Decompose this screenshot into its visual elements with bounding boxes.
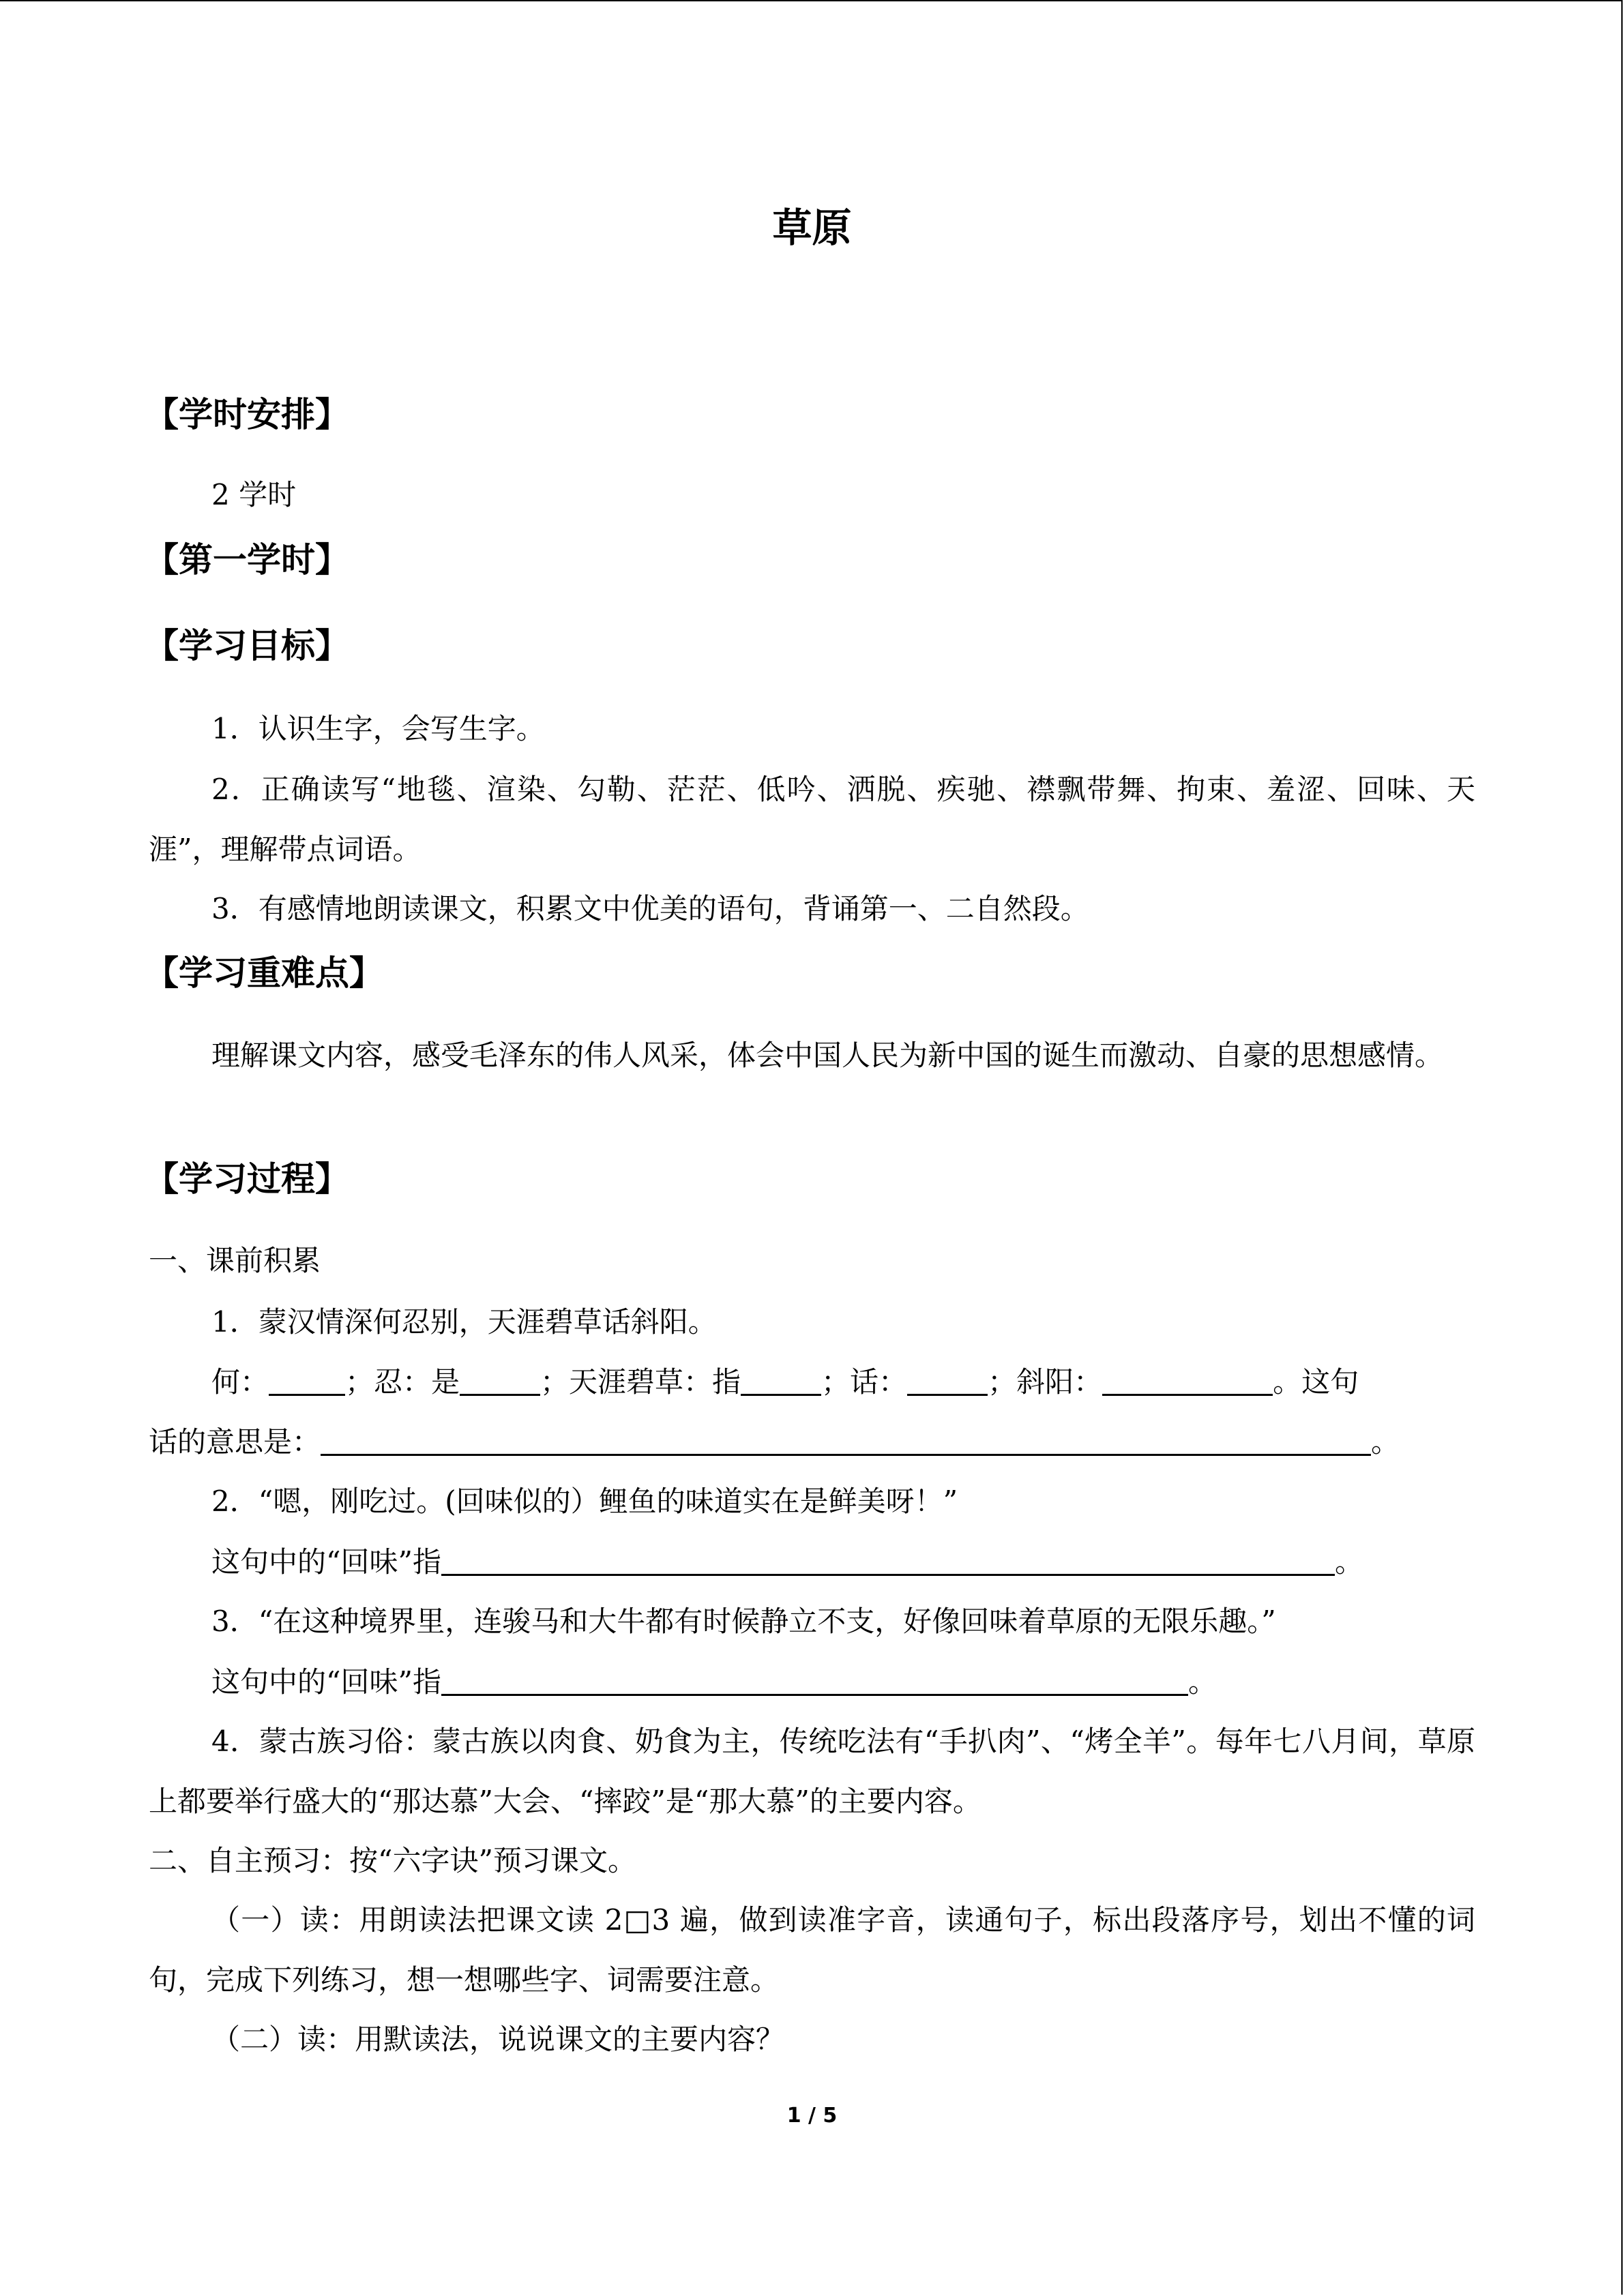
blank-meaning[interactable] xyxy=(321,1429,1371,1456)
q1-end2: 。 xyxy=(1371,1425,1400,1459)
blank-he[interactable] xyxy=(269,1369,345,1396)
key-points-text: 理解课文内容，感受毛泽东的伟人风采，体会中国人民为新中国的诞生而激动、自豪的思想感情。 xyxy=(211,1039,1444,1072)
q1-blanks-row xyxy=(211,1365,1359,1399)
q2-answer-row xyxy=(211,1545,1363,1579)
q1-ren-label: ；忍：是 xyxy=(345,1365,460,1399)
goal-item-2: 2．正确读写“地毯、渲染、勾勒、茫茫、低吟、洒脱、疾驰、襟飘带舞、拘束、羞涩、回味、天涯”，理解带点词语。 xyxy=(149,773,1475,866)
q1-meaning-label: 话的意思是： xyxy=(149,1425,321,1459)
blank-tianya[interactable] xyxy=(741,1369,821,1396)
part1-title: 一、课前积累 xyxy=(149,1244,321,1277)
goal-item-3: 3．有感情地朗读课文，积累文中优美的语句，背诵第一、二自然段。 xyxy=(211,892,1089,925)
blank-ren[interactable] xyxy=(460,1369,540,1396)
blank-q3[interactable] xyxy=(441,1669,1188,1696)
q3-prompt: 这句中的“回味”指 xyxy=(211,1665,441,1699)
q1-meaning-row xyxy=(149,1425,1400,1459)
key-points-heading: 【学习重难点】 xyxy=(145,953,383,993)
q1-end1: 。这句 xyxy=(1273,1365,1359,1399)
first-lesson-heading: 【第一学时】 xyxy=(145,540,349,580)
q2-end: 。 xyxy=(1334,1545,1363,1579)
q1-he-label: 何： xyxy=(211,1365,269,1399)
q3-answer-row xyxy=(211,1665,1217,1699)
q4-text: 4．蒙古族习俗：蒙古族以肉食、奶食为主，传统吃法有“手扒肉”、“烤全羊”。每年七八月间，草原上都要举行盛大的“那达慕”大会、“摔跤”是“那大慕”的主要内容。 xyxy=(149,1725,1475,1818)
q1-tianya-label: ；天涯碧草：指 xyxy=(540,1365,741,1399)
q2-line: 2．“嗯，刚吃过。(回味似的）鲤鱼的味道实在是鲜美呀！” xyxy=(211,1485,958,1518)
q2-prompt: 这句中的“回味”指 xyxy=(211,1545,441,1579)
schedule-heading: 【学时安排】 xyxy=(145,395,349,434)
page-number: 1 / 5 xyxy=(786,2104,838,2128)
blank-hua[interactable] xyxy=(907,1369,988,1396)
q3-end: 。 xyxy=(1187,1665,1217,1699)
blank-xieyang[interactable] xyxy=(1102,1369,1273,1396)
blank-q2[interactable] xyxy=(441,1549,1335,1576)
q1-hua-label: ；话： xyxy=(821,1365,908,1399)
process-heading: 【学习过程】 xyxy=(145,1159,349,1199)
document-title: 草原 xyxy=(772,205,852,251)
q1-xieyang-label: ；斜阳： xyxy=(988,1365,1103,1399)
part2-step2: （二）读：用默读法，说说课文的主要内容？ xyxy=(211,2023,785,2056)
q1-line: 1．蒙汉情深何忍别，天涯碧草话斜阳。 xyxy=(211,1305,717,1339)
goals-heading: 【学习目标】 xyxy=(145,626,349,666)
part2-step1: （一）读：用朗读法把课文读 2□3 遍，做到读准字音，读通句子，标出段落序号，划出不懂的词句，完成下列练习，想一想哪些字、词需要注意。 xyxy=(149,1903,1475,1997)
goal-item-1: 1．认识生字，会写生字。 xyxy=(211,712,545,745)
schedule-text: 2 学时 xyxy=(211,478,297,511)
part2-title: 二、自主预习：按“六字诀”预习课文。 xyxy=(149,1844,636,1877)
q3-line: 3．“在这种境界里，连骏马和大牛都有时候静立不支，好像回味着草原的无限乐趣。” xyxy=(211,1605,1276,1638)
